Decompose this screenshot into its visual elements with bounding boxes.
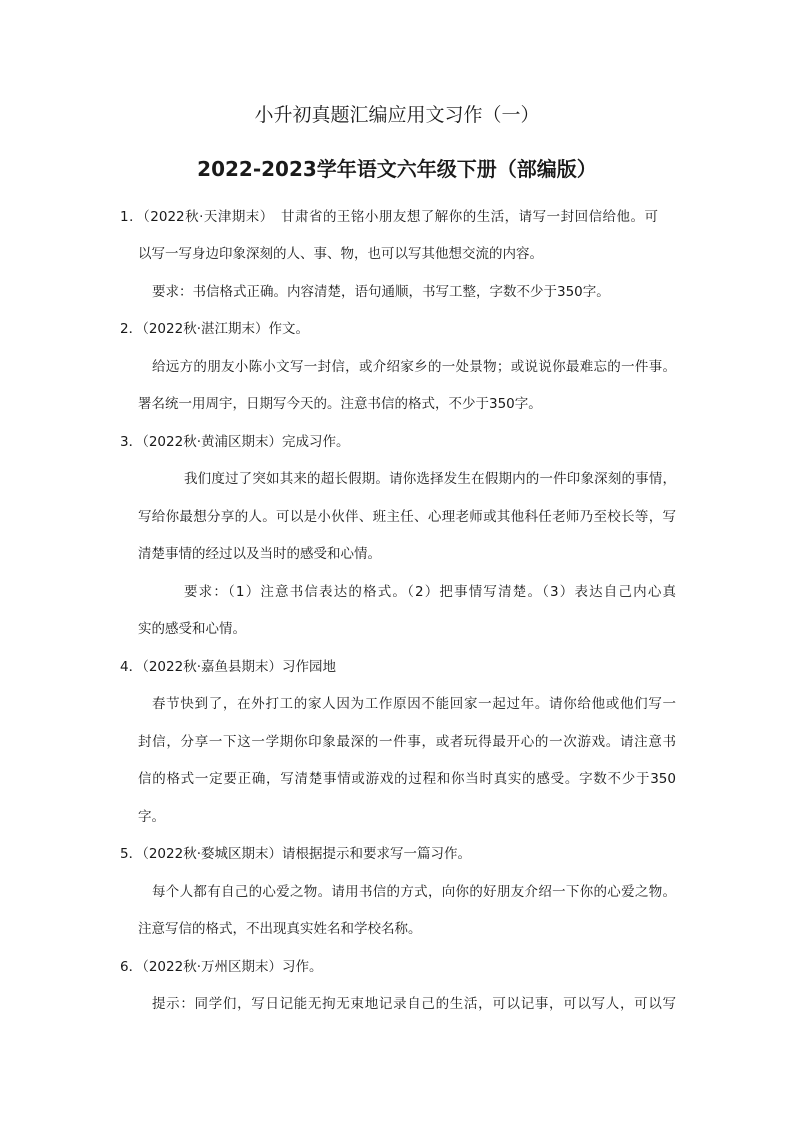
question-3-requirement: 实的感受和心情。 [138, 621, 246, 637]
question-4-heading: 4．（2022秋·嘉鱼县期末）习作园地 [120, 659, 336, 675]
document-title: 小升初真题汇编应用文习作（一） [254, 104, 540, 126]
question-2-heading: 2．（2022秋·湛江期末）作文。 [120, 321, 309, 337]
question-6-heading: 6．（2022秋·万州区期末）习作。 [120, 959, 323, 975]
question-1-text: 以写一写身边印象深刻的人、事、物，也可以写其他想交流的内容。 [138, 246, 543, 262]
question-4-text: 字。 [138, 809, 165, 825]
question-4-text: 春节快到了，在外打工的家人因为工作原因不能回家一起过年。请你给他或他们写一 [152, 696, 676, 712]
question-2-text: 署名统一用周宇，日期写今天的。注意书信的格式，不少于350字。 [138, 396, 542, 412]
question-3-text: 清楚事情的经过以及当时的感受和心情。 [138, 546, 381, 562]
question-1-requirement: 要求：书信格式正确。内容清楚，语句通顺，书写工整，字数不少于350字。 [152, 284, 610, 300]
question-4-text: 信的格式一定要正确，写清楚事情或游戏的过程和你当时真实的感受。字数不少于350 [138, 771, 676, 787]
question-3-requirement: 要求：（1）注意书信表达的格式。（2）把事情写清楚。（3）表达自己内心真 [184, 584, 676, 600]
question-5-text: 注意写信的格式，不出现真实姓名和学校名称。 [138, 921, 422, 937]
question-3-heading: 3．（2022秋·黄浦区期末）完成习作。 [120, 434, 350, 450]
question-3-text: 我们度过了突如其来的超长假期。请你选择发生在假期内的一件印象深刻的事情， [184, 471, 676, 487]
question-3-text: 写给你最想分享的人。可以是小伙伴、班主任、心理老师或其他科任老师乃至校长等，写 [138, 509, 676, 525]
document-subtitle: 2022-2023学年语文六年级下册（部编版） [197, 157, 597, 181]
question-4-text: 封信，分享一下这一学期你印象最深的一件事，或者玩得最开心的一次游戏。请注意书 [138, 734, 676, 750]
question-5-heading: 5．（2022秋·婺城区期末）请根据提示和要求写一篇习作。 [120, 846, 471, 862]
question-2-text: 给远方的朋友小陈小文写一封信，或介绍家乡的一处景物；或说说你最难忘的一件事。 [152, 359, 676, 375]
question-5-text: 每个人都有自己的心爱之物。请用书信的方式，向你的好朋友介绍一下你的心爱之物。 [152, 884, 676, 900]
question-6-text: 提示：同学们，写日记能无拘无束地记录自己的生活，可以记事，可以写人，可以写 [152, 996, 676, 1012]
question-1-heading: 1．（2022秋·天津期末） 甘肃省的王铭小朋友想了解你的生活，请写一封回信给他。可 [120, 209, 658, 225]
